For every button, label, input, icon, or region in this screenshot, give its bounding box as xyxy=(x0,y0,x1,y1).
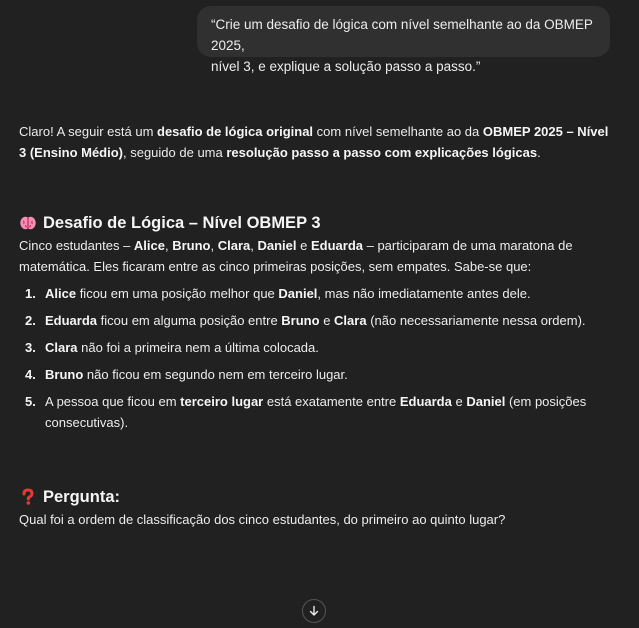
question-heading xyxy=(19,485,619,509)
clue-bold: Bruno xyxy=(45,367,84,382)
intro-bold: OBMEP 2025 – Nível 3 (Ensino Médio) xyxy=(19,124,609,160)
intro-text: Claro! A seguir está um xyxy=(19,124,158,139)
name-alice: Alice xyxy=(133,238,165,253)
challenge-heading xyxy=(19,211,619,235)
clue-text: ficou em uma posição melhor que xyxy=(76,286,279,301)
clue-bold: Bruno xyxy=(281,313,320,328)
user-message-line-1: “Crie um desafio de lógica com nível semelhante ao da OBMEP 2025, xyxy=(211,17,593,53)
clue-bold: Eduarda xyxy=(45,313,98,328)
clue-bold: terceiro lugar xyxy=(180,394,264,409)
clue-bold: Daniel xyxy=(278,286,318,301)
question-mark-icon xyxy=(19,488,37,506)
clue-text: não foi a primeira nem a última colocada. xyxy=(77,340,319,355)
list-item xyxy=(19,310,619,331)
question-title: Pergunta: xyxy=(43,488,121,506)
brain-icon xyxy=(19,214,37,232)
separator: e xyxy=(296,238,311,253)
clue-text: A pessoa que ficou em xyxy=(45,394,181,409)
list-item xyxy=(19,337,619,358)
clue-text: não ficou em segundo nem em terceiro lugar. xyxy=(83,367,348,382)
list-item xyxy=(19,364,619,385)
intro-bold: resolução passo a passo com explicações lógicas xyxy=(226,145,538,160)
list-number: 4. xyxy=(25,367,36,382)
intro-text: , seguido de uma xyxy=(123,145,227,160)
list-number: 2. xyxy=(25,313,36,328)
intro-text: com nível semelhante ao da xyxy=(313,124,483,139)
question-text: Qual foi a ordem de classificação dos cinco estudantes, do primeiro ao quinto lugar? xyxy=(19,512,506,527)
intro-text: . xyxy=(537,145,541,160)
list-number: 1. xyxy=(25,286,36,301)
name-eduarda: Eduarda xyxy=(310,238,363,253)
list-number: 5. xyxy=(25,394,36,409)
clue-text: (não necessariamente nessa ordem). xyxy=(366,313,586,328)
list-item xyxy=(19,391,619,433)
list-number: 3. xyxy=(25,340,36,355)
clue-text: ficou em alguma posição entre xyxy=(97,313,282,328)
clue-text: e xyxy=(319,313,335,328)
clue-text: , mas não imediatamente antes dele. xyxy=(317,286,531,301)
assistant-response xyxy=(19,121,619,530)
list-item xyxy=(19,283,619,304)
name-bruno: Bruno xyxy=(172,238,211,253)
arrow-down-icon xyxy=(308,605,320,617)
separator: , xyxy=(164,238,173,253)
intro-bold: desafio de lógica original xyxy=(157,124,314,139)
challenge-text: – participaram de uma maratona de matemática. Eles ficaram entre as cinco primeiras posições, sem empates. Sabe-se que: xyxy=(19,238,573,274)
intro-paragraph xyxy=(19,121,619,163)
clue-text: está exatamente entre xyxy=(263,394,400,409)
name-daniel: Daniel xyxy=(257,238,297,253)
separator: , xyxy=(250,238,258,253)
clue-text: e xyxy=(451,394,467,409)
separator: , xyxy=(210,238,218,253)
clue-bold: Eduarda xyxy=(399,394,452,409)
clue-bold: Daniel xyxy=(466,394,506,409)
name-clara: Clara xyxy=(217,238,251,253)
user-message-bubble xyxy=(197,6,610,74)
user-message-line-2: nível 3, e explique a solução passo a passo.” xyxy=(211,59,481,74)
challenge-paragraph xyxy=(19,235,619,277)
challenge-text: Cinco estudantes – xyxy=(19,238,134,253)
clues-list xyxy=(19,283,619,433)
clue-bold: Clara xyxy=(334,313,367,328)
challenge-title: Desafio de Lógica – Nível OBMEP 3 xyxy=(43,214,321,232)
clue-text: (em posições consecutivas). xyxy=(45,394,587,430)
clue-bold: Alice xyxy=(45,286,77,301)
clue-bold: Clara xyxy=(45,340,78,355)
scroll-down-button[interactable] xyxy=(302,599,326,623)
